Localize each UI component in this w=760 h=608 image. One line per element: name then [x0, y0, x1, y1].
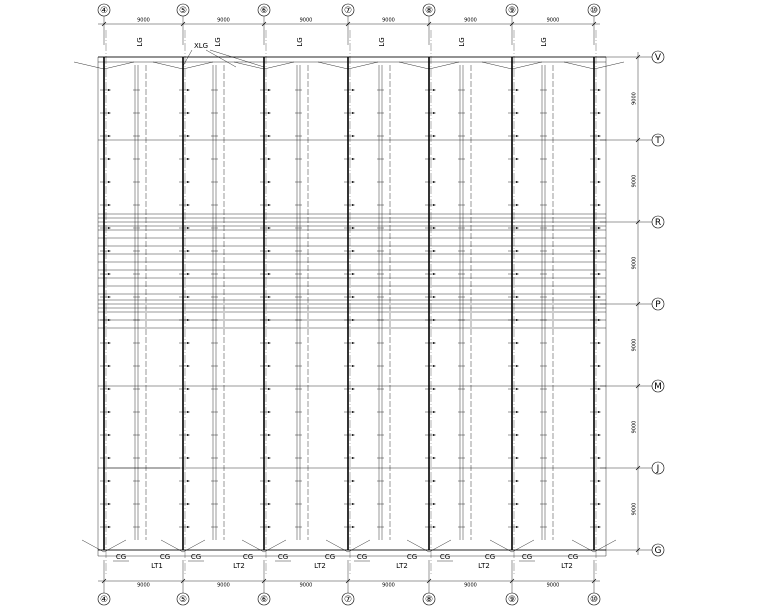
brace-line [399, 62, 429, 69]
arrow-tick [268, 250, 271, 252]
arrow-tick [268, 365, 271, 367]
arrow-tick [598, 526, 601, 528]
grid-label-top: ⑨ [507, 6, 517, 16]
arrow-tick [268, 342, 271, 344]
arrow-tick [598, 158, 601, 160]
arrow-tick [352, 89, 355, 91]
arrow-tick [187, 273, 190, 275]
cg-label: CG [439, 553, 451, 561]
arrow-tick [516, 342, 519, 344]
lg-label: LG [378, 37, 386, 47]
brace-line [74, 62, 104, 69]
brace-line [594, 62, 624, 69]
grid-label-right: R [654, 218, 662, 228]
arrow-tick [516, 135, 519, 137]
grid-label-top: ⑩ [589, 6, 599, 16]
dimension-text-top: 9000 [137, 17, 150, 24]
brace-line [318, 62, 348, 69]
arrow-tick [598, 365, 601, 367]
arrow-tick [516, 434, 519, 436]
grid-label-right: T [655, 136, 661, 146]
arrow-tick [108, 457, 111, 459]
arrow-tick [268, 204, 271, 206]
arrow-tick [598, 112, 601, 114]
arrow-tick [516, 365, 519, 367]
arrow-tick [516, 158, 519, 160]
lt1-label: LT1 [151, 562, 163, 570]
xlg-leader [210, 50, 264, 67]
arrow-tick [433, 135, 436, 137]
grid-label-bottom: ④ [99, 595, 109, 605]
dimension-text-right: 9000 [631, 420, 638, 434]
cg-label: CG [521, 553, 533, 561]
lg-label: LG [214, 37, 222, 47]
grid-label-top: ⑦ [343, 6, 353, 16]
arrow-tick [433, 365, 436, 367]
cg-label: CG [324, 553, 336, 561]
xlg-label: XLG [193, 42, 209, 50]
arrow-tick [187, 411, 190, 413]
lt2-label: LT2 [478, 562, 490, 570]
xlg-leader [183, 50, 192, 66]
arrow-tick [187, 250, 190, 252]
arrow-tick [433, 296, 436, 298]
arrow-tick [598, 457, 601, 459]
arrow-tick [352, 204, 355, 206]
arrow-tick [108, 227, 111, 229]
arrow-tick [108, 526, 111, 528]
arrow-tick [598, 388, 601, 390]
arrow-tick [187, 319, 190, 321]
dimension-text-bottom: 9000 [137, 582, 150, 589]
arrow-tick [516, 250, 519, 252]
arrow-tick [108, 365, 111, 367]
arrow-tick [352, 112, 355, 114]
xlg-leader [206, 50, 236, 67]
arrow-tick [598, 434, 601, 436]
cg-label: CG [115, 553, 127, 561]
arrow-tick [187, 434, 190, 436]
arrow-tick [108, 135, 111, 137]
arrow-tick [187, 457, 190, 459]
arrow-tick [516, 319, 519, 321]
dimension-text-top: 9000 [217, 17, 230, 24]
lg-label: LG [296, 37, 304, 47]
cg-label: CG [277, 553, 289, 561]
grid-label-bottom: ⑥ [259, 595, 269, 605]
grid-label-right: V [654, 53, 662, 63]
brace-line [183, 62, 213, 69]
cg-label: CG [190, 553, 202, 561]
arrow-tick [268, 319, 271, 321]
arrow-tick [598, 503, 601, 505]
arrow-tick [598, 296, 601, 298]
arrow-tick [598, 411, 601, 413]
arrow-tick [108, 388, 111, 390]
arrow-tick [268, 227, 271, 229]
arrow-tick [433, 503, 436, 505]
arrow-tick [433, 342, 436, 344]
dimension-text-top: 9000 [299, 17, 313, 24]
arrow-tick [516, 89, 519, 91]
arrow-tick [598, 273, 601, 275]
arrow-tick [108, 204, 111, 206]
brace-line [482, 62, 512, 69]
arrow-tick [108, 89, 111, 91]
arrow-tick [352, 342, 355, 344]
arrow-tick [187, 526, 190, 528]
arrow-tick [268, 480, 271, 482]
arrow-tick [433, 319, 436, 321]
dimension-text-bottom: 9000 [546, 582, 560, 589]
grid-label-right: J [656, 464, 660, 474]
grid-label-top: ⑥ [259, 6, 269, 16]
arrow-tick [108, 181, 111, 183]
arrow-tick [187, 227, 190, 229]
arrow-tick [187, 89, 190, 91]
dimension-text-right: 9000 [631, 256, 638, 270]
grid-label-bottom: ⑧ [424, 595, 434, 605]
arrow-tick [598, 89, 601, 91]
arrow-tick [268, 135, 271, 137]
arrow-tick [108, 273, 111, 275]
grid-label-bottom: ⑦ [343, 595, 353, 605]
arrow-tick [352, 227, 355, 229]
arrow-tick [268, 434, 271, 436]
arrow-tick [268, 158, 271, 160]
arrow-tick [352, 181, 355, 183]
arrow-tick [352, 411, 355, 413]
arrow-tick [352, 250, 355, 252]
brace-line [512, 62, 542, 69]
cg-label: CG [406, 553, 418, 561]
lt2-label: LT2 [561, 562, 573, 570]
arrow-tick [433, 89, 436, 91]
arrow-tick [598, 319, 601, 321]
cg-label: CG [242, 553, 254, 561]
lg-label: LG [540, 37, 548, 47]
arrow-tick [187, 181, 190, 183]
dimension-text-top: 9000 [464, 17, 477, 24]
arrow-tick [516, 388, 519, 390]
grid-label-top: ⑤ [178, 6, 188, 16]
arrow-tick [352, 434, 355, 436]
arrow-tick [187, 365, 190, 367]
brace-line [264, 62, 294, 69]
arrow-tick [433, 388, 436, 390]
arrow-tick [433, 112, 436, 114]
lt2-label: LT2 [233, 562, 245, 570]
arrow-tick [433, 250, 436, 252]
arrow-tick [598, 480, 601, 482]
arrow-tick [108, 112, 111, 114]
dimension-text-bottom: 9000 [217, 582, 230, 589]
arrow-tick [268, 411, 271, 413]
arrow-tick [516, 273, 519, 275]
arrow-tick [433, 227, 436, 229]
arrow-tick [352, 319, 355, 321]
arrow-tick [108, 480, 111, 482]
arrow-tick [598, 204, 601, 206]
dimension-text-bottom: 9000 [382, 582, 395, 589]
dimension-text-bottom: 9000 [464, 582, 477, 589]
brace-line [564, 62, 594, 69]
arrow-tick [516, 480, 519, 482]
arrow-tick [187, 388, 190, 390]
arrow-tick [268, 503, 271, 505]
arrow-tick [516, 112, 519, 114]
arrow-tick [108, 503, 111, 505]
arrow-tick [516, 526, 519, 528]
dimension-text-right: 9000 [631, 92, 638, 105]
arrow-tick [433, 526, 436, 528]
arrow-tick [108, 296, 111, 298]
arrow-tick [433, 480, 436, 482]
arrow-tick [516, 204, 519, 206]
arrow-tick [268, 296, 271, 298]
dimension-text-top: 9000 [546, 17, 560, 24]
arrow-tick [268, 526, 271, 528]
arrow-tick [433, 273, 436, 275]
cg-label: CG [567, 553, 579, 561]
grid-label-top: ⑧ [424, 6, 434, 16]
arrow-tick [187, 204, 190, 206]
arrow-tick [516, 296, 519, 298]
brace-line [348, 62, 378, 69]
arrow-tick [516, 411, 519, 413]
dimension-text-right: 9000 [631, 174, 638, 188]
arrow-tick [268, 457, 271, 459]
arrow-tick [352, 273, 355, 275]
arrow-tick [352, 158, 355, 160]
arrow-tick [187, 480, 190, 482]
arrow-tick [268, 89, 271, 91]
lt2-label: LT2 [314, 562, 326, 570]
arrow-tick [352, 503, 355, 505]
arrow-tick [598, 342, 601, 344]
arrow-tick [187, 296, 190, 298]
arrow-tick [598, 227, 601, 229]
arrow-tick [268, 181, 271, 183]
arrow-tick [352, 388, 355, 390]
arrow-tick [268, 273, 271, 275]
lt2-label: LT2 [396, 562, 408, 570]
dimension-text-right: 9000 [631, 338, 638, 352]
grid-label-bottom: ⑨ [507, 595, 517, 605]
grid-label-right: P [655, 300, 661, 310]
arrow-tick [108, 342, 111, 344]
lg-label: LG [136, 37, 144, 47]
grid-label-bottom: ⑤ [178, 595, 188, 605]
arrow-tick [352, 296, 355, 298]
brace-line [429, 62, 459, 69]
arrow-tick [352, 365, 355, 367]
arrow-tick [108, 411, 111, 413]
arrow-tick [352, 457, 355, 459]
grid-label-bottom: ⑩ [589, 595, 599, 605]
arrow-tick [108, 319, 111, 321]
dimension-text-bottom: 9000 [299, 582, 313, 589]
arrow-tick [516, 227, 519, 229]
grid-label-right: M [654, 382, 662, 392]
arrow-tick [598, 135, 601, 137]
arrow-tick [352, 480, 355, 482]
arrow-tick [433, 434, 436, 436]
dimension-text-right: 9000 [631, 502, 638, 516]
arrow-tick [187, 112, 190, 114]
arrow-tick [598, 250, 601, 252]
arrow-tick [433, 457, 436, 459]
brace-line [82, 540, 104, 552]
arrow-tick [352, 135, 355, 137]
arrow-tick [187, 503, 190, 505]
arrow-tick [433, 181, 436, 183]
arrow-tick [268, 388, 271, 390]
cg-label: CG [484, 553, 496, 561]
arrow-tick [187, 158, 190, 160]
arrow-tick [187, 342, 190, 344]
arrow-tick [352, 526, 355, 528]
arrow-tick [108, 158, 111, 160]
grid-label-right: G [654, 546, 662, 556]
arrow-tick [187, 135, 190, 137]
grid-label-top: ④ [99, 6, 109, 16]
dimension-text-top: 9000 [382, 17, 395, 24]
arrow-tick [108, 250, 111, 252]
cg-label: CG [356, 553, 368, 561]
arrow-tick [433, 158, 436, 160]
arrow-tick [433, 204, 436, 206]
brace-line [153, 62, 183, 69]
arrow-tick [516, 503, 519, 505]
cg-label: CG [159, 553, 171, 561]
brace-line [104, 62, 134, 69]
arrow-tick [268, 112, 271, 114]
arrow-tick [108, 434, 111, 436]
arrow-tick [516, 181, 519, 183]
lg-label: LG [458, 37, 466, 47]
arrow-tick [598, 181, 601, 183]
arrow-tick [433, 411, 436, 413]
arrow-tick [516, 457, 519, 459]
